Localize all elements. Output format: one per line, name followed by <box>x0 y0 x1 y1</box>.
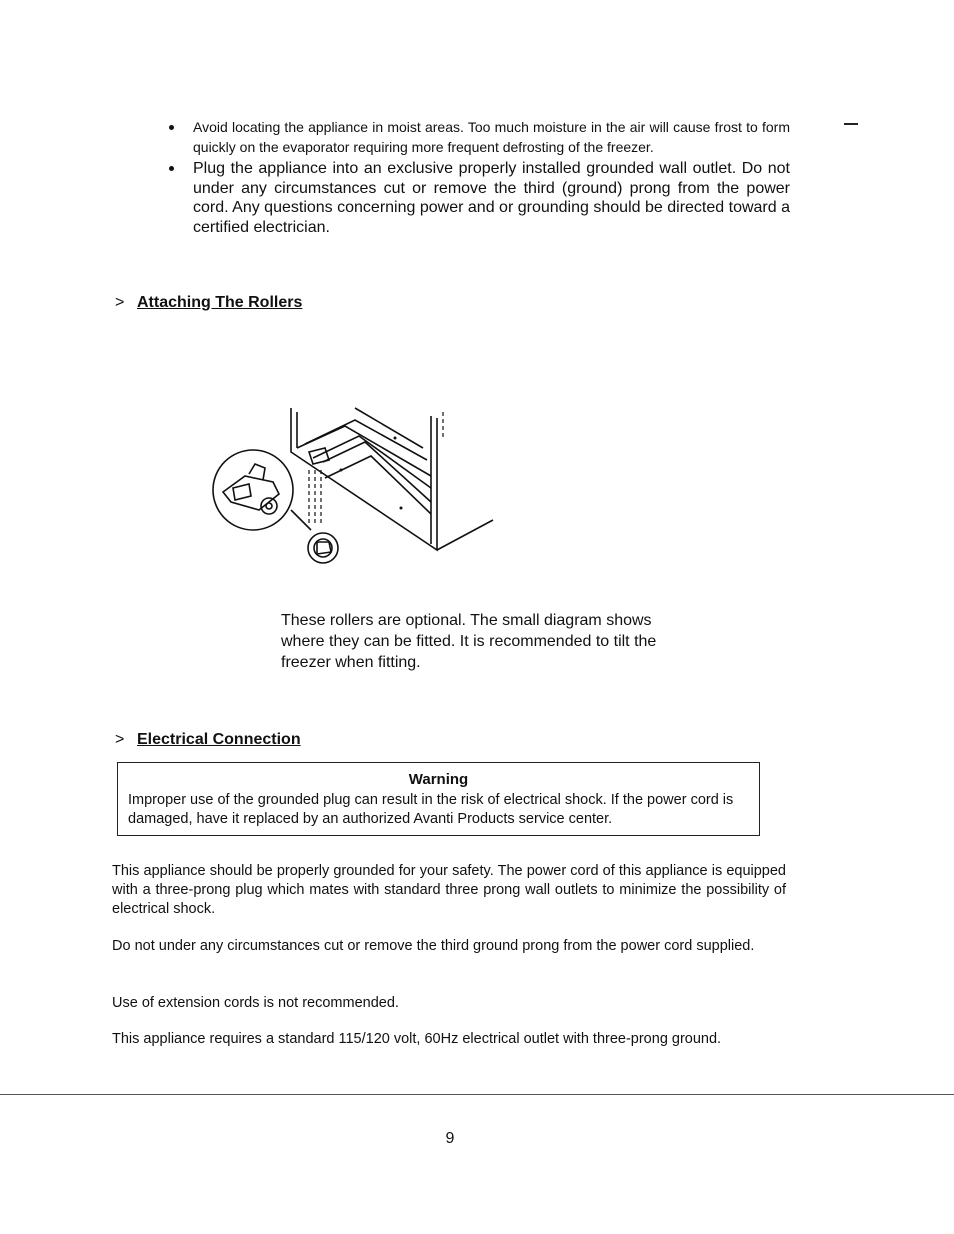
electrical-heading <box>115 731 301 749</box>
warning-title: Warning <box>408 771 469 788</box>
page-number: 9 <box>445 1130 455 1147</box>
list-item: Plug the appliance into an exclusive properly installed grounded wall outlet. Do not under any circumstances cut or remove the third (ground) prong from the power cord. Any questions concerning power and or grounding should be directed toward a certified electrician. <box>165 159 790 237</box>
prong-paragraph: Do not under any circumstances cut or remove the third ground prong from the power cord supplied. <box>112 938 755 954</box>
warning-box <box>117 762 760 836</box>
warning-text: Improper use of the grounded plug can result in the risk of electrical shock. If the power cord is damaged, have it replaced by an authorized Avanti Products service center. <box>128 792 734 827</box>
outlet-paragraph: This appliance requires a standard 115/120 volt, 60Hz electrical outlet with three-prong ground. <box>112 1031 722 1047</box>
rollers-diagram <box>205 398 505 573</box>
arrow-bullet-icon: > <box>115 731 125 748</box>
arrow-bullet-icon: > <box>115 294 125 311</box>
margin-mark <box>844 123 858 125</box>
grounding-paragraph: This appliance should be properly grounded for your safety. The power cord of this appliance is equipped with a three-prong plug which mates with standard three prong wall outlets to minimize the possibility of electrical shock. <box>112 863 786 917</box>
rollers-heading <box>115 294 302 312</box>
rollers-caption: These rollers are optional. The small diagram shows where they can be fitted. It is recommended to tilt the freezer when fitting. <box>281 612 657 671</box>
precaution-list <box>165 118 790 237</box>
extension-paragraph: Use of extension cords is not recommended. <box>112 995 399 1011</box>
electrical-heading-text: Electrical Connection <box>137 731 301 748</box>
rollers-heading-text: Attaching The Rollers <box>137 294 303 311</box>
list-item: Avoid locating the appliance in moist areas. Too much moisture in the air will cause frost to form quickly on the evaporator requiring more frequent defrosting of the freezer. <box>165 118 790 157</box>
footer-divider <box>0 1094 954 1095</box>
